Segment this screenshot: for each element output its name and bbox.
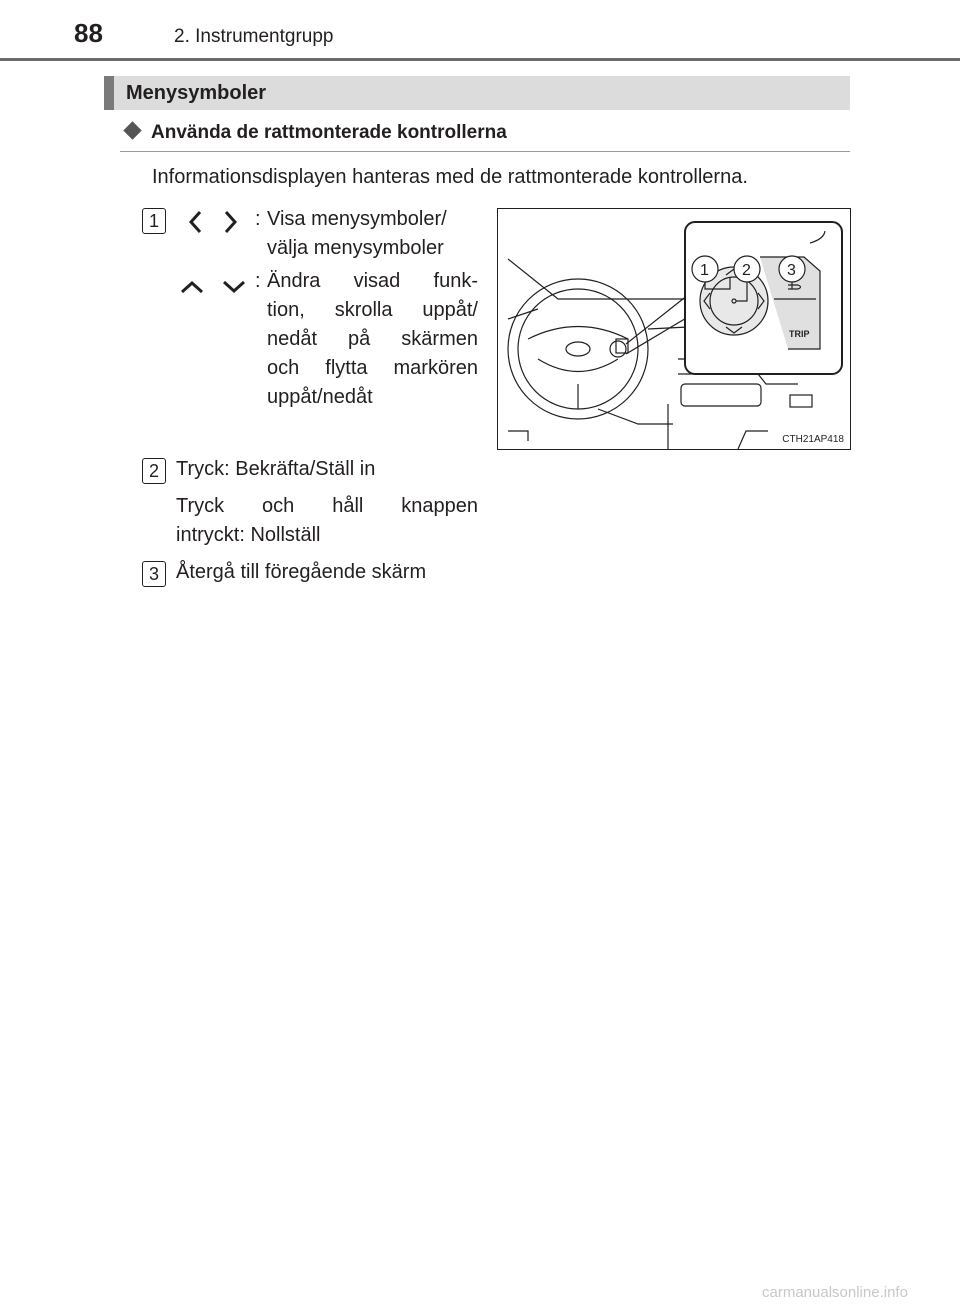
- intro-text: Informationsdisplayen hanteras med de rattmonterade kontrollerna.: [152, 166, 748, 188]
- section-bar: [104, 76, 850, 110]
- page-number: 88: [74, 18, 103, 48]
- item-1b-line1: Ändra visad funk-: [267, 270, 478, 292]
- up-down-icons: [176, 272, 252, 300]
- item-1b-line3: nedåt på skärmen: [267, 328, 478, 350]
- item-1a-line1: Visa menysymboler/: [267, 208, 447, 230]
- item-number-2: 2: [142, 458, 166, 484]
- watermark: carmanualsonline.info: [762, 1284, 908, 1301]
- trip-label: TRIP: [789, 329, 810, 339]
- chevron-right-icon: [226, 212, 235, 232]
- subheading-text: Använda de rattmonterade kontrollerna: [151, 122, 507, 143]
- left-right-icons: [180, 208, 250, 236]
- chapter-title: 2. Instrumentgrupp: [174, 26, 334, 47]
- callout-1: 1: [700, 262, 709, 279]
- chevron-down-icon: [224, 282, 244, 291]
- section-accent: [104, 76, 114, 110]
- subheading: [120, 122, 507, 144]
- item-2-line1: Tryck och håll knappen: [176, 495, 478, 517]
- item-1b-line5: uppåt/nedåt: [267, 386, 373, 408]
- item-2-text1: Tryck: Bekräfta/Ställ in: [176, 458, 376, 480]
- item-3-text: Återgå till föregående skärm: [176, 561, 427, 583]
- figure-code: CTH21AP418: [782, 434, 844, 445]
- header-rule: [0, 58, 960, 61]
- item-1b-line2: tion, skrolla uppåt/: [267, 299, 478, 321]
- item-number-1: 1: [142, 208, 166, 234]
- steering-wheel-drawing: [498, 209, 850, 449]
- chevron-left-icon: [191, 212, 200, 232]
- item-1b-text: : Ändra visad funk- tion, skrolla uppåt/ nedåt på skärmen och flytta markören uppåt/nedåt: [255, 267, 478, 412]
- item-1a-text: : Visa menysymboler/ välja menysymboler: [255, 205, 478, 263]
- item-1a-line2: välja menysymboler: [267, 237, 444, 259]
- diamond-icon: [123, 121, 141, 139]
- subheading-rule: [120, 151, 850, 152]
- section-title: Menysymboler: [126, 82, 267, 104]
- item-1b-line4: och flytta markören: [267, 357, 478, 379]
- item-2-line2: intryckt: Nollställ: [176, 524, 321, 546]
- item-2-text2: [176, 492, 478, 550]
- steering-wheel-illustration: [497, 208, 851, 450]
- chevron-up-icon: [182, 283, 202, 292]
- callout-3: 3: [787, 262, 796, 279]
- item-number-3: 3: [142, 561, 166, 587]
- callout-2: 2: [742, 262, 751, 279]
